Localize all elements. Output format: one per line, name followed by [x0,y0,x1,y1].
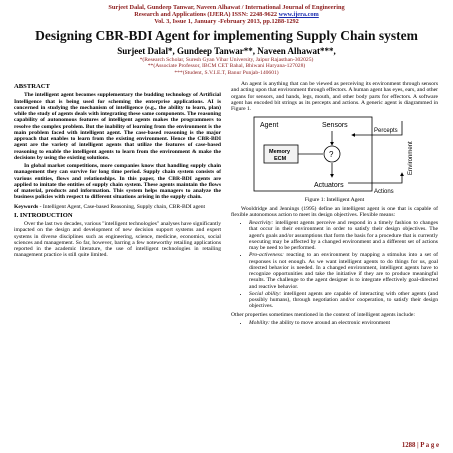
journal-link[interactable]: www.ijera.com [278,11,319,19]
header-line-3: Vol. 3, Issue 1, January -February 2013, pp.1288-1292 [154,18,299,26]
introduction-paragraph-1: Over the last two decades, various "intelligent technologies" analyses have significantly impacted on the design and development of new decision support systems and expert systems in diverse disciplines such as engineering, science, medicine, economics, social sciences and management. So far, however, barring a few noteworthy retailing applications reported in the academic literature, the use of intelligent technologies in retailing management practice is still quite limited. [14,221,221,259]
abstract-paragraph-1: The intelligent agent becomes supplementary the budding technology of Artificial Intelligence that is being used for scheming the enterprise applications. AI is concerned in studying the mechanism of intelligence (e.g., the ability to learn, plan) while the study of agents deals with integrating these same components. The reasoning capability of autonomous features of intelligent agents makes the programmers to resolve the complex problem. But the inability of learning from the environment is the main problem faced with intelligent agent. The case-based reasoning is the major approach that enables to learn from the existing environment. Hence the CBR-BDI agent are the variety of intelligent agents that utilize the features of case-based reasoning to enable the intelligent agents to learn from the environment & make the decisions by using the existing solutions. [14,92,221,161]
keywords [14,204,221,210]
keywords-label: Keywords [14,203,39,210]
environment-label: Environment [408,141,414,176]
right-column [231,81,438,328]
abstract-heading: ABSTRACT [14,83,50,90]
list-item: • Reactivity: intelligent agents perceive and respond in a timely fashion to changes that occur in their environment in order to satisfy their design objectives. The agent's goals and/or assumptions that form the basis for a procedure that is currently executing may be affected by a changed environment and a different set of actions may be need to be performed. [249,220,438,251]
header-line-2 [14,11,439,18]
flexible-properties-list [231,220,438,310]
agent-label: Agent [260,122,279,130]
actions-arrow [348,173,402,183]
two-column-body [14,81,439,328]
ecm-label: ECM [274,156,287,163]
list-item: • Social ability: intelligent agents are capable of interacting with other agents (and possibly humans), through negotiation and/or cooperation, to satisfy their design objectives. [249,291,438,310]
sensors-label: Sensors [322,122,348,130]
question-mark: ? [329,150,334,160]
percepts-label: Percepts [374,128,398,135]
affiliation-1: *(Research Scholar, Suresh Gyan Vihar University, Jaipur Rajasthan-302025) [139,57,314,64]
page-number: 1288 | P a g e [401,442,439,449]
keywords-text: - Intelligent Agent, Case-based Reasoning, Supply chain, CBR-BDI agent [39,203,206,210]
agent-diagram [252,115,417,195]
left-column [14,81,221,328]
abstract-paragraph-2: In global market competitions, more companies know that handling supply chain management they can survive for long time period. Supply chain system consists of various entities, flows and relationships. In this paper, the CBR-BDI agents are applied to imitate the entities of supply chain system. These agents maintain the flows of material, products and information. This system helps managers to analyze the business policies with respect to different situations arising in the supply chain. [14,163,221,201]
memory-label: Memory [269,149,291,156]
paper-title: Designing CBR-BDI Agent for implementing Supply Chain system [35,27,418,43]
list-item: • Mobility: the ability to move around an electronic environment [249,320,438,326]
actions-label: Actions [374,189,394,196]
agent-definition-paragraph: An agent is anything that can be viewed as perceiving its environment through sensors and acting upon that environment through effectors. A human agent has eyes, ears, and other organs for sensors, and hands, legs, mouth, and other body parts for effectors. A software agent has encoded bit strings as its percepts and actions. A generic agent is diagrammed in Figure 1. [231,81,438,112]
running-header [14,4,439,26]
affiliation-3: ***(Student, S.V.I.E.T, Banur Punjab-140601) [174,69,279,76]
flexible-definition-paragraph: Wooldridge and Jennings (1995) define an intelligent agent is one that is capable of flexible autonomous action to meet its design objectives. Flexible means: [231,205,438,218]
other-properties-paragraph: Other properties sometimes mentioned in the context of intelligent agents include: [231,311,415,318]
header-line-1: Surjeet Dalal, Gundeep Tanwar, Naveen Alhawat / International Journal of Engineering [108,4,345,11]
introduction-heading: I. INTRODUCTION [14,211,73,219]
affiliation-2: **(Associate Professor, IBCM CET Bahal, Bhiwani Haryana-127028) [147,63,306,70]
list-item: • Pro-activeness: reacting to an environment by mapping a stimulus into a set of responses is not enough. As we want intelligent agents to do things for us, goal directed behavior is needed. In a changed environment, intelligent agents have to recognize opportunities and take the initiative if they are to produce meaningful results. The challenge to the agent designer is to integrate effectively goal-directed and reactive behavior. [249,252,438,290]
figure-intelligent-agent [231,115,438,195]
header-issn: Research and Applications (IJERA) ISSN: 2248-9622 [134,11,277,19]
actuators-label: Actuators [314,182,344,190]
figure-caption: Figure 1: Intelligent Agent [304,197,365,204]
other-properties-list [231,320,438,326]
author-list: Surjeet Dalal*, Gundeep Tanwar**, Naveen Alhawat***, [117,46,336,57]
